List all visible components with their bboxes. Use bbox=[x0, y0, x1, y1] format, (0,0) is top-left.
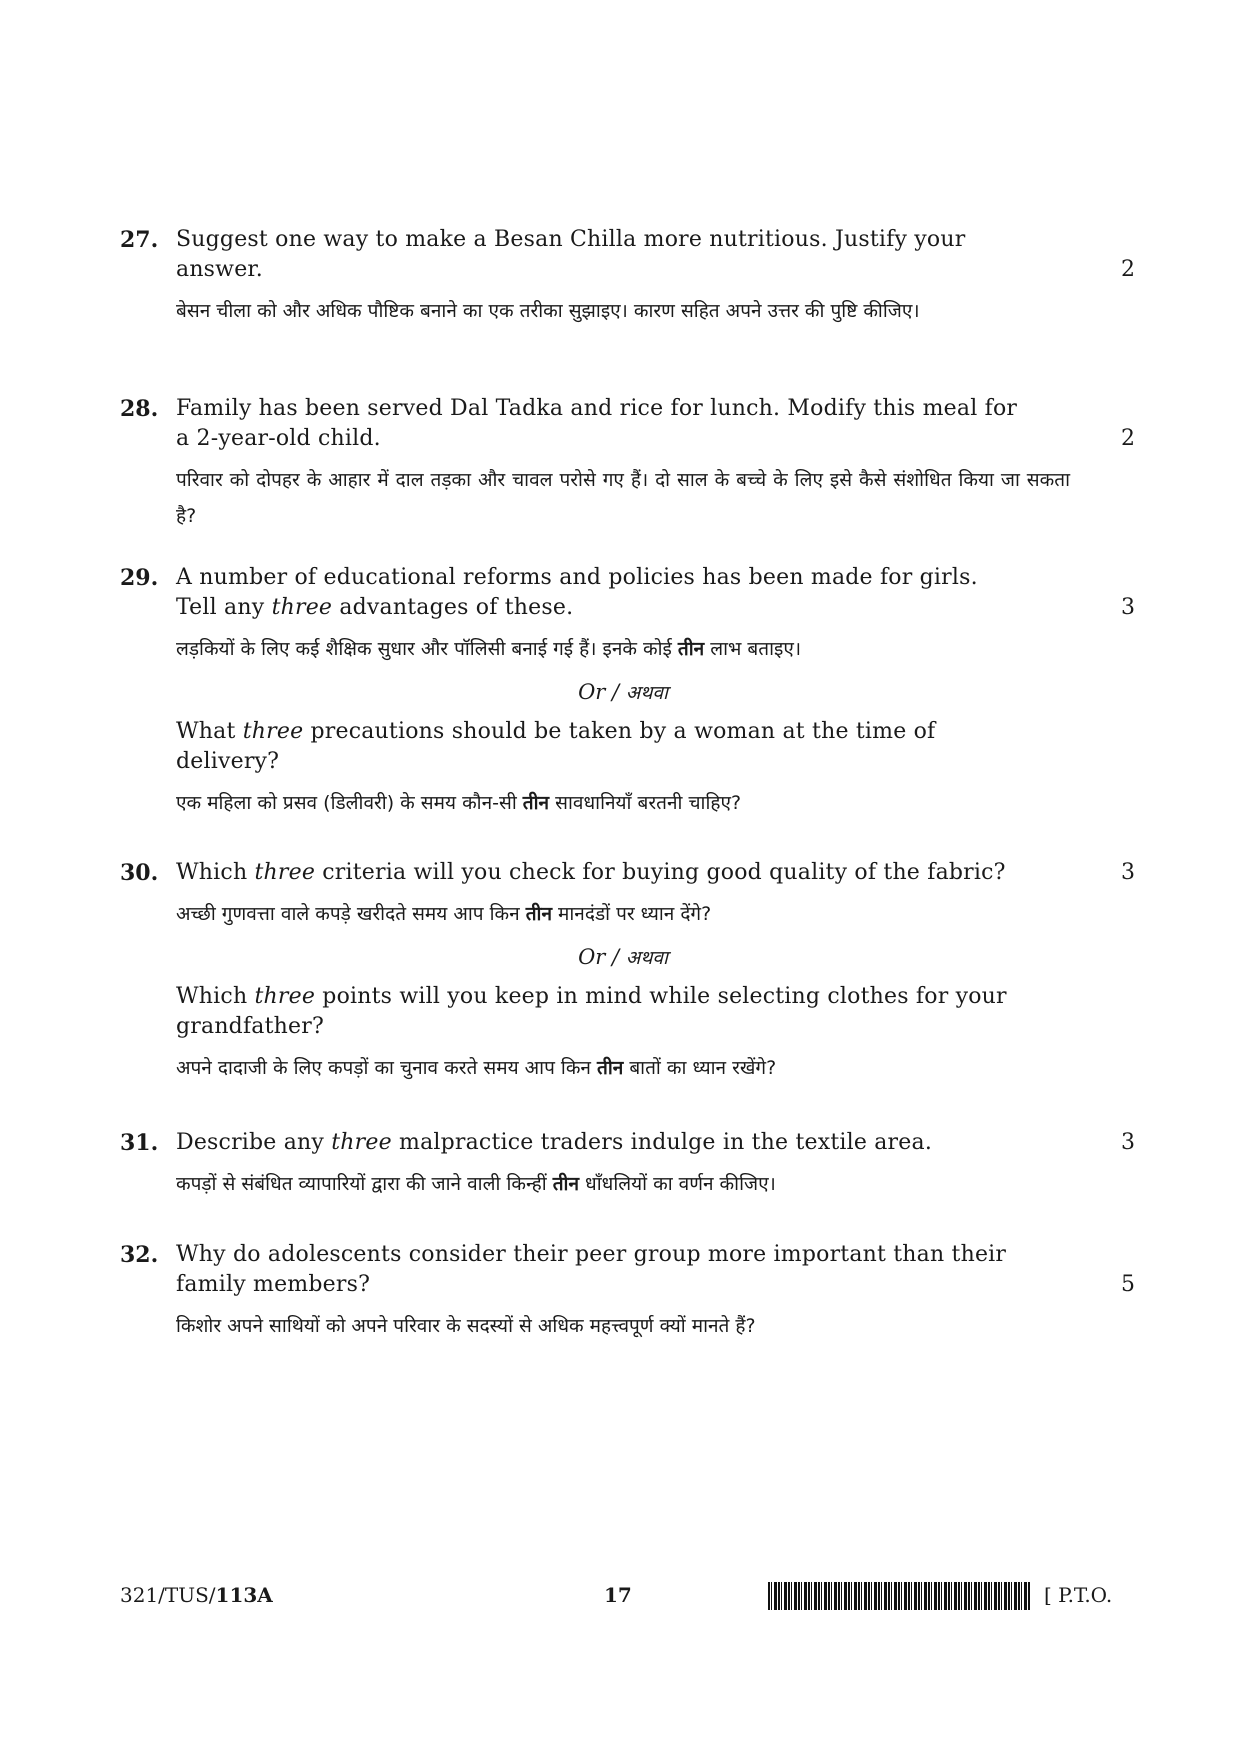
question-30 bbox=[120, 858, 1135, 1086]
question-text-en: Suggest one way to make a Besan Chilla more nutritious. Justify your answer. bbox=[176, 227, 966, 282]
question-text-en: Family has been served Dal Tadka and rice for lunch. Modify this meal for a 2-year-old child. bbox=[176, 396, 1018, 451]
question-text-en: Why do adolescents consider their peer group more important than their family members? bbox=[176, 1242, 1007, 1297]
question-text-en: Which three criteria will you check for buying good quality of the fabric? bbox=[176, 860, 1006, 885]
marks: 3 bbox=[1121, 1130, 1135, 1155]
alternate-question-text-hi: अपने दादाजी के लिए कपड़ों का चुनाव करते समय आप किन तीन बातों का ध्यान रखेंगे? bbox=[176, 1057, 777, 1079]
question-number: 29. bbox=[120, 565, 159, 591]
alternate-question-text-en: Which three points will you keep in mind while selecting clothes for your grandfather? bbox=[176, 984, 1007, 1039]
alternate-question-text-hi: एक महिला को प्रसव (डिलीवरी) के समय कौन-सी तीन सावधानियाँ बरतनी चाहिए? bbox=[176, 792, 742, 814]
question-number: 27. bbox=[120, 227, 159, 253]
marks: 3 bbox=[1121, 595, 1135, 620]
question-28 bbox=[120, 394, 1135, 534]
marks: 3 bbox=[1121, 860, 1135, 885]
marks: 2 bbox=[1121, 257, 1135, 282]
page-number: 17 bbox=[604, 1583, 632, 1607]
question-text-hi: परिवार को दोपहर के आहार में दाल तड़का और चावल परोसे गए हैं। दो साल के बच्चे के लिए इसे कैसे संशोधित किया जा सकता है? bbox=[176, 469, 1070, 527]
question-31 bbox=[120, 1128, 1135, 1202]
marks: 2 bbox=[1121, 426, 1135, 451]
or-divider: Or / अथवा bbox=[578, 680, 668, 704]
question-number: 31. bbox=[120, 1130, 159, 1156]
question-text-hi: किशोर अपने साथियों को अपने परिवार के सदस्यों से अधिक महत्त्वपूर्ण क्यों मानते हैं? bbox=[176, 1315, 756, 1337]
question-29 bbox=[120, 563, 1135, 821]
barcode-icon bbox=[768, 1582, 1031, 1610]
question-number: 32. bbox=[120, 1242, 159, 1268]
question-text-hi: लड़कियों के लिए कई शैक्षिक सुधार और पॉलिसी बनाई गई हैं। इनके कोई तीन लाभ बताइए। bbox=[176, 638, 802, 660]
question-text-hi: अच्छी गुणवत्ता वाले कपड़े खरीदते समय आप किन तीन मानदंडों पर ध्यान देंगे? bbox=[176, 903, 712, 925]
question-27 bbox=[120, 225, 1135, 329]
paper-code: 321/TUS/113A bbox=[120, 1583, 273, 1607]
question-text-hi: कपड़ों से संबंधित व्यापारियों द्वारा की जाने वाली किन्हीं तीन धाँधलियों का वर्णन कीजिए। bbox=[176, 1173, 776, 1195]
alternate-question-text-en: What three precautions should be taken by a woman at the time of delivery? bbox=[176, 719, 936, 774]
pto-label: [ P.T.O. bbox=[1044, 1583, 1113, 1607]
question-number: 28. bbox=[120, 396, 159, 422]
marks: 5 bbox=[1121, 1272, 1135, 1297]
page-footer bbox=[120, 1580, 1135, 1620]
question-32 bbox=[120, 1240, 1135, 1344]
question-text-en: A number of educational reforms and policies has been made for girls. Tell any three advantages of these. bbox=[176, 565, 978, 620]
question-text-hi: बेसन चीला को और अधिक पौष्टिक बनाने का एक तरीका सुझाइए। कारण सहित अपने उत्तर की पुष्टि कीजिए। bbox=[176, 300, 920, 322]
question-number: 30. bbox=[120, 860, 159, 886]
question-text-en: Describe any three malpractice traders indulge in the textile area. bbox=[176, 1130, 933, 1155]
or-divider: Or / अथवा bbox=[578, 945, 668, 969]
